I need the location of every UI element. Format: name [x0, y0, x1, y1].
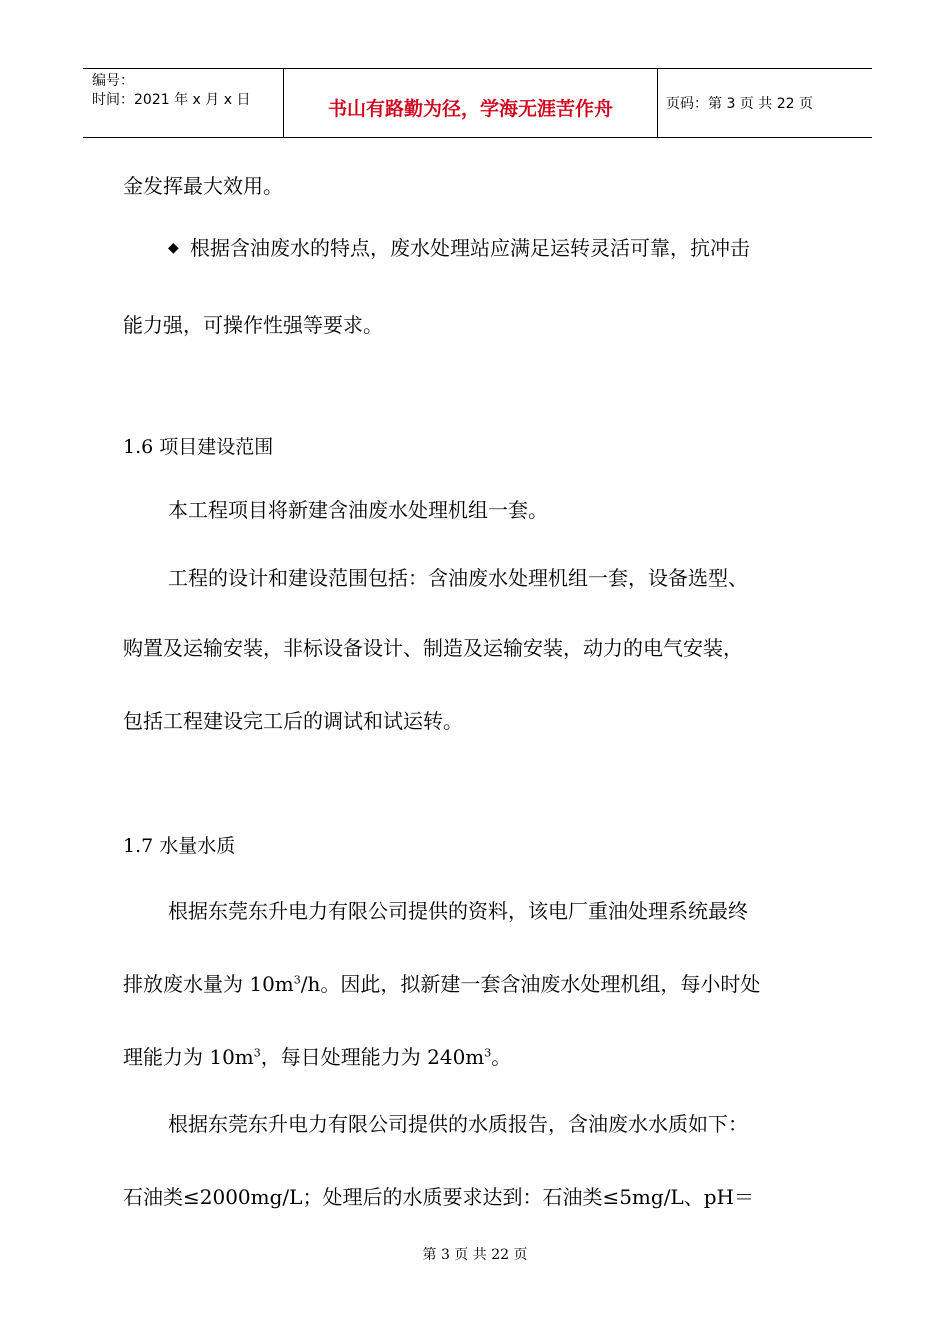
header-page-info: 页码：第 3 页 共 22 页	[666, 96, 813, 112]
header-motto-cell	[283, 69, 658, 137]
time-label: 时间：2021 年 x 月 x 日	[92, 92, 251, 108]
section-heading-1-7: 1.7 水量水质	[123, 835, 236, 857]
bullet-text-line: 根据含油废水的特点，废水处理站应满足运转灵活可靠，抗冲击	[190, 236, 750, 260]
page-header	[83, 68, 872, 138]
section-heading-1-6: 1.6 项目建设范围	[123, 436, 274, 458]
number-label: 编号：	[92, 73, 134, 89]
paragraph-line: 金发挥最大效用。	[123, 174, 283, 198]
text-run: 理能力为 10m	[123, 1045, 254, 1069]
superscript-3: 3	[253, 1046, 261, 1060]
paragraph-line: 根据东莞东升电力有限公司提供的资料，该电厂重油处理系统最终	[168, 899, 748, 923]
paragraph-line: 购置及运输安装，非标设备设计、制造及运输安装，动力的电气安装，	[123, 636, 743, 660]
paragraph-line: 石油类≤2000mg/L；处理后的水质要求达到：石油类≤5mg/L、pH＝	[123, 1185, 754, 1209]
text-run: 。	[491, 1045, 512, 1069]
paragraph-line	[123, 972, 760, 996]
bullet-diamond-icon: ◆	[168, 240, 179, 256]
text-run: 排放废水量为 10m	[123, 972, 294, 996]
text-run: /h。因此，拟新建一套含油废水处理机组，每小时处	[300, 972, 761, 996]
paragraph-line: 工程的设计和建设范围包括：含油废水处理机组一套，设备选型、	[168, 566, 748, 590]
header-page-cell	[657, 69, 872, 137]
text-run: ，每日处理能力为 240m	[260, 1045, 485, 1069]
header-motto: 书山有路勤为径，学海无涯苦作舟	[327, 98, 613, 120]
paragraph-line: 本工程项目将新建含油废水处理机组一套。	[168, 498, 548, 522]
paragraph-line	[123, 1045, 511, 1069]
header-meta-cell	[83, 69, 283, 137]
superscript-3: 3	[293, 973, 301, 987]
paragraph-line: 包括工程建设完工后的调试和试运转。	[123, 709, 463, 733]
superscript-3: 3	[484, 1046, 492, 1060]
bullet-text-line: 能力强，可操作性强等要求。	[123, 313, 383, 337]
page-footer: 第 3 页 共 22 页	[422, 1247, 528, 1263]
paragraph-line: 根据东莞东升电力有限公司提供的水质报告，含油废水水质如下：	[168, 1112, 748, 1136]
